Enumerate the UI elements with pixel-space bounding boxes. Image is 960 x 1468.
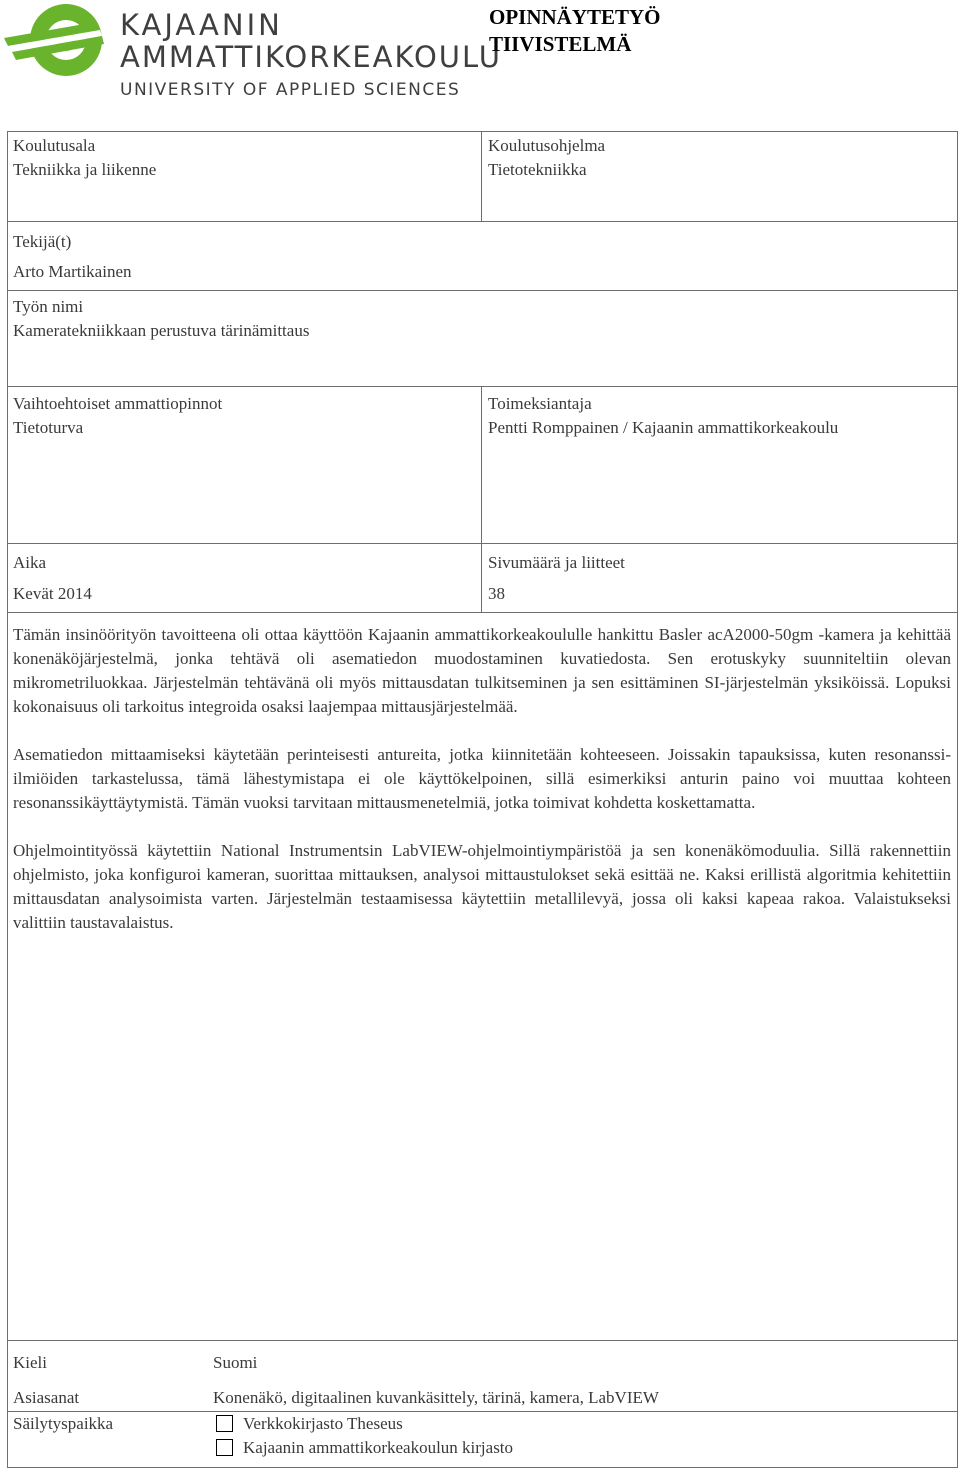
toimeksiantaja-label: Toimeksiantaja	[488, 394, 592, 413]
column-divider-2	[481, 386, 482, 612]
asiasanat-value: Konenäkö, digitaalinen kuvankäsittely, tärinä, kamera, LabVIEW	[213, 1388, 659, 1407]
tekijat-value: Arto Martikainen	[13, 262, 132, 281]
logo-emblem-icon	[4, 2, 114, 82]
tyon-nimi-field	[13, 295, 309, 343]
theseus-checkbox[interactable]	[216, 1415, 233, 1432]
abstract-paragraph-2: Asematiedon mittaamiseksi käytetään perinteisesti antureita, jotka kiinnitetään kohteeseen. Joissakin tapauksissa, kuten resonanssi-ilmiöiden tarkastelussa, tämä lähestymistapa ei ole käyttökelpoinen, sillä esimerkiksi anturin paino voi muuttaa kohteen resonanssikäyttäytymistä. Tämän vuoksi tarvitaan mittausmenetelmiä, jotka toimivat kohdetta koskettamatta.	[13, 745, 951, 812]
asiasanat-label: Asiasanat	[13, 1388, 80, 1407]
aika-field	[13, 547, 92, 609]
vaihtoehtoiset-field	[13, 392, 222, 440]
abstract-paragraph-3: Ohjelmointityössä käytettiin National Instrumentsin LabVIEW-ohjelmointiympäristöä ja sen konenäkömoduulia. Sillä rakennettiin ohjelmisto, joka konfiguroi kameran, suorittaa mittauksen, analysoi mittaustulokset sekä esittää ne. Kaksi erillistä algoritmia kehitettiin mittausdatan analysoimista varten. Järjestelmän testaamisessa käytettiin metallilevyä, jossa oli kaksi kapeaa rakoa. Valaistukseksi valittiin taustavalaistus.	[13, 841, 951, 932]
vaihtoehtoiset-value: Tietoturva	[13, 418, 84, 437]
toimeksiantaja-field	[488, 392, 838, 440]
divider-2	[7, 290, 958, 291]
koulutusala-value: Tekniikka ja liikenne	[13, 160, 157, 179]
toimeksiantaja-value: Pentti Romppainen / Kajaanin ammattikorkeakoulu	[488, 418, 839, 437]
divider-4	[7, 543, 958, 544]
tekijat-label: Tekijä(t)	[13, 232, 72, 251]
tyon-nimi-label: Työn nimi	[13, 297, 84, 316]
divider-5	[7, 612, 958, 613]
sivumaara-label: Sivumäärä ja liitteet	[488, 553, 625, 572]
kamk-logo	[4, 2, 502, 102]
theseus-option-label: Verkkokirjasto Theseus	[243, 1414, 403, 1433]
kirjasto-checkbox[interactable]	[216, 1439, 233, 1456]
aika-value: Kevät 2014	[13, 584, 92, 603]
document-title-line-1: OPINNÄYTETYÖ	[489, 5, 661, 29]
koulutusohjelma-value: Tietotekniikka	[488, 160, 587, 179]
tyon-nimi-value: Kameratekniikkaan perustuva tärinämittaus	[13, 321, 310, 340]
abstract-text	[13, 623, 951, 959]
logo-line-3: UNIVERSITY OF APPLIED SCIENCES	[120, 80, 461, 100]
kieli-value: Suomi	[213, 1353, 258, 1372]
koulutusohjelma-label: Koulutusohjelma	[488, 136, 606, 155]
koulutusala-label: Koulutusala	[13, 136, 96, 155]
kirjasto-option-label: Kajaanin ammattikorkeakoulun kirjasto	[243, 1438, 514, 1457]
logo-line-1: KAJAANIN	[120, 8, 283, 42]
kieli-label: Kieli	[13, 1353, 47, 1372]
koulutusohjelma-field	[488, 134, 605, 182]
sivumaara-field	[488, 547, 625, 609]
divider-3	[7, 386, 958, 387]
document-title	[489, 4, 661, 58]
logo-line-2: AMMATTIKORKEAKOULU	[120, 40, 502, 74]
aika-label: Aika	[13, 553, 47, 572]
document-title-line-2: TIIVISTELMÄ	[489, 32, 632, 56]
koulutusala-field	[13, 134, 156, 182]
tekijat-field	[13, 227, 132, 287]
sivumaara-value: 38	[488, 584, 505, 603]
divider-7	[7, 1411, 958, 1412]
sailytyspaikka-label: Säilytyspaikka	[13, 1414, 114, 1433]
column-divider-1	[481, 131, 482, 221]
divider-6	[7, 1340, 958, 1341]
abstract-paragraph-1: Tämän insinöörityön tavoitteena oli ottaa käyttöön Kajaanin ammattikorkeakoululle hankittu Basler acA2000-50gm -kamera ja kehittää konenäköjärjestelmä, jonka tehtävä oli asematiedon muodostaminen kuvatiedosta. Sen erotuskyky suunniteltiin olevan mikrometriluokkaa. Järjestelmän tehtävänä oli myös mittausdatan tulkitseminen ja sen esittäminen SI-järjestelmän yksiköissä. Lopuksi kokonaisuus oli tarkoitus integroida osaksi laajempaa mittausjärjestelmää.	[13, 625, 951, 716]
vaihtoehtoiset-label: Vaihtoehtoiset ammattiopinnot	[13, 394, 223, 413]
divider-1	[7, 221, 958, 222]
